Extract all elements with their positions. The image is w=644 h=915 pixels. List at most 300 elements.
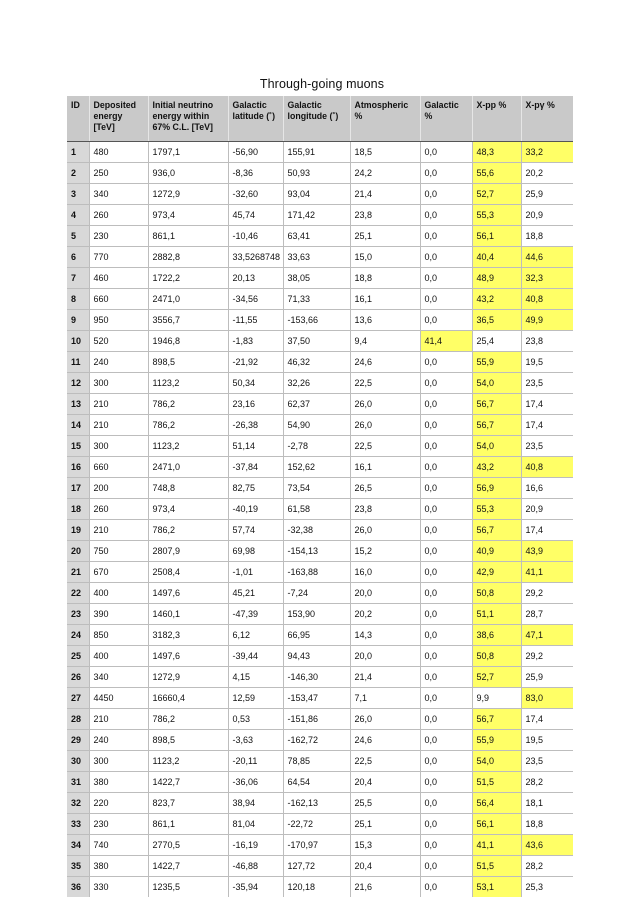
- table-row: [67, 835, 573, 856]
- cell-initial-neutrino-energy: 2508,4: [148, 562, 228, 583]
- cell-id: 17: [67, 478, 89, 499]
- cell-galactic-longitude: 64,54: [283, 772, 350, 793]
- table-row: [67, 520, 573, 541]
- cell-galactic: 0,0: [420, 646, 472, 667]
- cell-galactic: 0,0: [420, 604, 472, 625]
- cell-atmospheric: 24,2: [350, 163, 420, 184]
- cell-galactic: 0,0: [420, 772, 472, 793]
- cell-initial-neutrino-energy: 1497,6: [148, 646, 228, 667]
- cell-x-pgamma: 19,5: [521, 730, 573, 751]
- cell-id: 2: [67, 163, 89, 184]
- cell-galactic: 0,0: [420, 688, 472, 709]
- cell-initial-neutrino-energy: 1123,2: [148, 373, 228, 394]
- cell-x-pgamma: 25,3: [521, 877, 573, 898]
- table-row: [67, 625, 573, 646]
- cell-deposited-energy: 770: [89, 247, 148, 268]
- cell-galactic-latitude: -35,94: [228, 877, 283, 898]
- cell-galactic-longitude: 37,50: [283, 331, 350, 352]
- cell-x-pgamma: 18,8: [521, 814, 573, 835]
- cell-galactic-longitude: 62,37: [283, 394, 350, 415]
- cell-atmospheric: 15,2: [350, 541, 420, 562]
- cell-atmospheric: 26,5: [350, 478, 420, 499]
- cell-galactic-longitude: 63,41: [283, 226, 350, 247]
- cell-initial-neutrino-energy: 1460,1: [148, 604, 228, 625]
- cell-initial-neutrino-energy: 1422,7: [148, 856, 228, 877]
- cell-x-pgamma: 19,5: [521, 352, 573, 373]
- cell-initial-neutrino-energy: 973,4: [148, 205, 228, 226]
- cell-galactic: 0,0: [420, 163, 472, 184]
- cell-x-pgamma: 17,4: [521, 520, 573, 541]
- cell-id: 9: [67, 310, 89, 331]
- cell-x-pgamma: 25,9: [521, 667, 573, 688]
- cell-initial-neutrino-energy: 898,5: [148, 730, 228, 751]
- cell-id: 13: [67, 394, 89, 415]
- cell-deposited-energy: 260: [89, 205, 148, 226]
- col-header-x-pp: X-pp %: [472, 96, 521, 142]
- cell-galactic-latitude: -11,55: [228, 310, 283, 331]
- table-row: [67, 436, 573, 457]
- cell-galactic-longitude: 38,05: [283, 268, 350, 289]
- cell-x-pp: 55,9: [472, 352, 521, 373]
- cell-id: 8: [67, 289, 89, 310]
- cell-id: 27: [67, 688, 89, 709]
- cell-deposited-energy: 660: [89, 289, 148, 310]
- cell-galactic-latitude: 0,53: [228, 709, 283, 730]
- cell-galactic-longitude: -163,88: [283, 562, 350, 583]
- cell-galactic: 0,0: [420, 751, 472, 772]
- cell-galactic-longitude: -153,66: [283, 310, 350, 331]
- cell-x-pgamma: 20,2: [521, 163, 573, 184]
- cell-id: 31: [67, 772, 89, 793]
- cell-x-pp: 38,6: [472, 625, 521, 646]
- cell-atmospheric: 20,4: [350, 772, 420, 793]
- cell-galactic-latitude: 12,59: [228, 688, 283, 709]
- cell-initial-neutrino-energy: 861,1: [148, 814, 228, 835]
- cell-x-pgamma: 40,8: [521, 457, 573, 478]
- cell-deposited-energy: 300: [89, 436, 148, 457]
- cell-x-pp: 50,8: [472, 583, 521, 604]
- cell-deposited-energy: 340: [89, 184, 148, 205]
- cell-galactic-latitude: 6,12: [228, 625, 283, 646]
- cell-id: 15: [67, 436, 89, 457]
- cell-galactic-latitude: -36,06: [228, 772, 283, 793]
- cell-initial-neutrino-energy: 1797,1: [148, 142, 228, 163]
- cell-galactic: 0,0: [420, 310, 472, 331]
- cell-initial-neutrino-energy: 2807,9: [148, 541, 228, 562]
- cell-id: 24: [67, 625, 89, 646]
- table-row: [67, 688, 573, 709]
- cell-atmospheric: 25,1: [350, 814, 420, 835]
- cell-atmospheric: 20,0: [350, 583, 420, 604]
- cell-galactic-longitude: 54,90: [283, 415, 350, 436]
- cell-deposited-energy: 210: [89, 394, 148, 415]
- table-row: [67, 646, 573, 667]
- cell-x-pgamma: 29,2: [521, 646, 573, 667]
- cell-galactic: 0,0: [420, 541, 472, 562]
- cell-galactic-longitude: 33,63: [283, 247, 350, 268]
- cell-galactic-latitude: 51,14: [228, 436, 283, 457]
- cell-galactic: 0,0: [420, 835, 472, 856]
- cell-x-pp: 41,1: [472, 835, 521, 856]
- table-row: [67, 730, 573, 751]
- cell-id: 16: [67, 457, 89, 478]
- cell-x-pp: 55,3: [472, 499, 521, 520]
- cell-id: 28: [67, 709, 89, 730]
- cell-x-pp: 40,4: [472, 247, 521, 268]
- cell-x-pp: 55,3: [472, 205, 521, 226]
- cell-deposited-energy: 230: [89, 226, 148, 247]
- table-row: [67, 877, 573, 898]
- cell-galactic-longitude: 50,93: [283, 163, 350, 184]
- cell-id: 36: [67, 877, 89, 898]
- table-row: [67, 499, 573, 520]
- cell-galactic-longitude: 78,85: [283, 751, 350, 772]
- cell-galactic-latitude: 23,16: [228, 394, 283, 415]
- cell-id: 20: [67, 541, 89, 562]
- cell-x-pgamma: 49,9: [521, 310, 573, 331]
- cell-galactic: 0,0: [420, 583, 472, 604]
- cell-deposited-energy: 480: [89, 142, 148, 163]
- cell-x-pgamma: 41,1: [521, 562, 573, 583]
- cell-galactic-longitude: 152,62: [283, 457, 350, 478]
- table-row: [67, 184, 573, 205]
- cell-galactic: 0,0: [420, 373, 472, 394]
- cell-x-pgamma: 16,6: [521, 478, 573, 499]
- cell-x-pp: 55,9: [472, 730, 521, 751]
- cell-deposited-energy: 390: [89, 604, 148, 625]
- cell-deposited-energy: 210: [89, 520, 148, 541]
- cell-id: 32: [67, 793, 89, 814]
- table-body: [67, 142, 573, 898]
- cell-initial-neutrino-energy: 786,2: [148, 709, 228, 730]
- cell-deposited-energy: 260: [89, 499, 148, 520]
- table-row: [67, 268, 573, 289]
- cell-galactic-latitude: 33,5268748: [228, 247, 283, 268]
- cell-x-pp: 56,1: [472, 814, 521, 835]
- cell-id: 6: [67, 247, 89, 268]
- cell-galactic: 0,0: [420, 562, 472, 583]
- table-row: [67, 793, 573, 814]
- cell-galactic-longitude: -151,86: [283, 709, 350, 730]
- cell-atmospheric: 24,6: [350, 352, 420, 373]
- cell-galactic-longitude: 120,18: [283, 877, 350, 898]
- table-row: [67, 562, 573, 583]
- cell-x-pgamma: 23,5: [521, 373, 573, 394]
- cell-initial-neutrino-energy: 2471,0: [148, 289, 228, 310]
- cell-x-pp: 40,9: [472, 541, 521, 562]
- cell-atmospheric: 20,4: [350, 856, 420, 877]
- cell-galactic-latitude: -56,90: [228, 142, 283, 163]
- cell-galactic-longitude: 61,58: [283, 499, 350, 520]
- muon-table: [67, 96, 573, 897]
- cell-initial-neutrino-energy: 2770,5: [148, 835, 228, 856]
- table-row: [67, 394, 573, 415]
- cell-atmospheric: 18,8: [350, 268, 420, 289]
- cell-galactic-latitude: -32,60: [228, 184, 283, 205]
- cell-x-pp: 52,7: [472, 184, 521, 205]
- cell-galactic-latitude: -1,01: [228, 562, 283, 583]
- cell-galactic: 0,0: [420, 394, 472, 415]
- cell-deposited-energy: 230: [89, 814, 148, 835]
- cell-galactic-longitude: -162,13: [283, 793, 350, 814]
- cell-atmospheric: 14,3: [350, 625, 420, 646]
- cell-galactic: 0,0: [420, 415, 472, 436]
- cell-galactic-latitude: -26,38: [228, 415, 283, 436]
- cell-deposited-energy: 660: [89, 457, 148, 478]
- cell-deposited-energy: 240: [89, 352, 148, 373]
- cell-x-pp: 56,9: [472, 478, 521, 499]
- table-row: [67, 478, 573, 499]
- table-row: [67, 226, 573, 247]
- cell-galactic: 0,0: [420, 457, 472, 478]
- cell-galactic-latitude: -47,39: [228, 604, 283, 625]
- cell-galactic-latitude: 50,34: [228, 373, 283, 394]
- cell-x-pp: 36,5: [472, 310, 521, 331]
- cell-x-pgamma: 33,2: [521, 142, 573, 163]
- cell-deposited-energy: 750: [89, 541, 148, 562]
- cell-galactic-latitude: -34,56: [228, 289, 283, 310]
- cell-galactic-latitude: -21,92: [228, 352, 283, 373]
- table-row: [67, 415, 573, 436]
- cell-id: 23: [67, 604, 89, 625]
- cell-atmospheric: 23,8: [350, 499, 420, 520]
- cell-id: 14: [67, 415, 89, 436]
- cell-deposited-energy: 380: [89, 856, 148, 877]
- cell-atmospheric: 22,5: [350, 436, 420, 457]
- cell-atmospheric: 21,6: [350, 877, 420, 898]
- cell-x-pgamma: 32,3: [521, 268, 573, 289]
- cell-deposited-energy: 950: [89, 310, 148, 331]
- cell-galactic-latitude: -8,36: [228, 163, 283, 184]
- cell-x-pp: 56,7: [472, 415, 521, 436]
- cell-initial-neutrino-energy: 861,1: [148, 226, 228, 247]
- cell-id: 33: [67, 814, 89, 835]
- cell-galactic-latitude: -3,63: [228, 730, 283, 751]
- cell-galactic-longitude: -162,72: [283, 730, 350, 751]
- cell-x-pp: 54,0: [472, 373, 521, 394]
- cell-deposited-energy: 240: [89, 730, 148, 751]
- cell-x-pp: 52,7: [472, 667, 521, 688]
- cell-galactic-longitude: -22,72: [283, 814, 350, 835]
- cell-galactic: 0,0: [420, 730, 472, 751]
- cell-x-pgamma: 18,8: [521, 226, 573, 247]
- cell-id: 4: [67, 205, 89, 226]
- cell-x-pgamma: 28,2: [521, 772, 573, 793]
- cell-x-pgamma: 43,6: [521, 835, 573, 856]
- table-row: [67, 310, 573, 331]
- cell-galactic-longitude: 71,33: [283, 289, 350, 310]
- cell-deposited-energy: 210: [89, 415, 148, 436]
- cell-x-pgamma: 17,4: [521, 394, 573, 415]
- cell-deposited-energy: 380: [89, 772, 148, 793]
- cell-galactic-latitude: -46,88: [228, 856, 283, 877]
- cell-initial-neutrino-energy: 898,5: [148, 352, 228, 373]
- cell-galactic-latitude: 81,04: [228, 814, 283, 835]
- cell-initial-neutrino-energy: 748,8: [148, 478, 228, 499]
- cell-galactic: 0,0: [420, 856, 472, 877]
- cell-x-pp: 54,0: [472, 436, 521, 457]
- cell-atmospheric: 22,5: [350, 751, 420, 772]
- cell-id: 11: [67, 352, 89, 373]
- table-row: [67, 352, 573, 373]
- cell-id: 12: [67, 373, 89, 394]
- cell-galactic: 0,0: [420, 478, 472, 499]
- cell-atmospheric: 23,8: [350, 205, 420, 226]
- cell-x-pp: 56,7: [472, 520, 521, 541]
- cell-x-pp: 48,3: [472, 142, 521, 163]
- cell-atmospheric: 20,0: [350, 646, 420, 667]
- cell-x-pgamma: 83,0: [521, 688, 573, 709]
- cell-galactic: 0,0: [420, 226, 472, 247]
- cell-deposited-energy: 850: [89, 625, 148, 646]
- table-row: [67, 289, 573, 310]
- cell-initial-neutrino-energy: 1946,8: [148, 331, 228, 352]
- cell-galactic-longitude: 32,26: [283, 373, 350, 394]
- table-row: [67, 142, 573, 163]
- table-row: [67, 247, 573, 268]
- cell-galactic-latitude: 82,75: [228, 478, 283, 499]
- cell-atmospheric: 16,1: [350, 289, 420, 310]
- cell-id: 10: [67, 331, 89, 352]
- cell-atmospheric: 21,4: [350, 667, 420, 688]
- cell-deposited-energy: 330: [89, 877, 148, 898]
- col-header-deposited-energy: Deposited energy [TeV]: [89, 96, 148, 142]
- cell-initial-neutrino-energy: 2882,8: [148, 247, 228, 268]
- cell-galactic: 0,0: [420, 142, 472, 163]
- cell-x-pp: 55,6: [472, 163, 521, 184]
- cell-galactic-latitude: -10,46: [228, 226, 283, 247]
- cell-galactic: 0,0: [420, 877, 472, 898]
- cell-x-pgamma: 43,9: [521, 541, 573, 562]
- cell-x-pgamma: 47,1: [521, 625, 573, 646]
- cell-x-pp: 53,1: [472, 877, 521, 898]
- col-header-initial-neutrino-energy: Initial neutrino energy within 67% C.L. [TeV]: [148, 96, 228, 142]
- table-row: [67, 331, 573, 352]
- table-row: [67, 751, 573, 772]
- col-header-galactic: Galactic %: [420, 96, 472, 142]
- cell-initial-neutrino-energy: 973,4: [148, 499, 228, 520]
- table-row: [67, 457, 573, 478]
- col-header-x-pgamma: X-pγ %: [521, 96, 573, 142]
- cell-x-pgamma: 40,8: [521, 289, 573, 310]
- cell-atmospheric: 7,1: [350, 688, 420, 709]
- cell-galactic-latitude: -20,11: [228, 751, 283, 772]
- cell-id: 34: [67, 835, 89, 856]
- col-header-id: ID: [67, 96, 89, 142]
- cell-galactic-latitude: 69,98: [228, 541, 283, 562]
- cell-galactic: 0,0: [420, 499, 472, 520]
- cell-id: 7: [67, 268, 89, 289]
- cell-initial-neutrino-energy: 786,2: [148, 394, 228, 415]
- cell-id: 5: [67, 226, 89, 247]
- cell-initial-neutrino-energy: 823,7: [148, 793, 228, 814]
- cell-atmospheric: 25,1: [350, 226, 420, 247]
- cell-galactic-latitude: 57,74: [228, 520, 283, 541]
- cell-x-pgamma: 20,9: [521, 205, 573, 226]
- cell-deposited-energy: 300: [89, 751, 148, 772]
- cell-galactic-longitude: 171,42: [283, 205, 350, 226]
- cell-initial-neutrino-energy: 16660,4: [148, 688, 228, 709]
- cell-galactic-latitude: 4,15: [228, 667, 283, 688]
- cell-deposited-energy: 250: [89, 163, 148, 184]
- cell-galactic-latitude: -37,84: [228, 457, 283, 478]
- cell-x-pp: 54,0: [472, 751, 521, 772]
- cell-x-pgamma: 28,2: [521, 856, 573, 877]
- cell-galactic-longitude: 94,43: [283, 646, 350, 667]
- cell-galactic: 0,0: [420, 268, 472, 289]
- cell-galactic: 0,0: [420, 793, 472, 814]
- header-row: [67, 96, 573, 142]
- cell-galactic-longitude: 153,90: [283, 604, 350, 625]
- cell-galactic-longitude: 93,04: [283, 184, 350, 205]
- cell-galactic: 0,0: [420, 625, 472, 646]
- cell-galactic-latitude: 45,21: [228, 583, 283, 604]
- cell-deposited-energy: 340: [89, 667, 148, 688]
- cell-deposited-energy: 300: [89, 373, 148, 394]
- cell-galactic-latitude: -40,19: [228, 499, 283, 520]
- cell-galactic-latitude: -16,19: [228, 835, 283, 856]
- cell-id: 1: [67, 142, 89, 163]
- cell-galactic-latitude: -39,44: [228, 646, 283, 667]
- cell-atmospheric: 21,4: [350, 184, 420, 205]
- cell-id: 22: [67, 583, 89, 604]
- cell-id: 29: [67, 730, 89, 751]
- cell-x-pp: 56,7: [472, 709, 521, 730]
- cell-atmospheric: 26,0: [350, 520, 420, 541]
- cell-initial-neutrino-energy: 1272,9: [148, 184, 228, 205]
- cell-atmospheric: 26,0: [350, 415, 420, 436]
- cell-galactic-longitude: 66,95: [283, 625, 350, 646]
- cell-atmospheric: 9,4: [350, 331, 420, 352]
- cell-x-pp: 56,7: [472, 394, 521, 415]
- cell-galactic: 41,4: [420, 331, 472, 352]
- cell-atmospheric: 18,5: [350, 142, 420, 163]
- cell-atmospheric: 13,6: [350, 310, 420, 331]
- cell-deposited-energy: 220: [89, 793, 148, 814]
- table-row: [67, 541, 573, 562]
- cell-galactic-longitude: -146,30: [283, 667, 350, 688]
- col-header-galactic-longitude: Galactic longitude (˚): [283, 96, 350, 142]
- cell-x-pp: 43,2: [472, 289, 521, 310]
- cell-initial-neutrino-energy: 1722,2: [148, 268, 228, 289]
- cell-atmospheric: 24,6: [350, 730, 420, 751]
- cell-galactic: 0,0: [420, 184, 472, 205]
- col-header-galactic-latitude: Galactic latitude (˚): [228, 96, 283, 142]
- table-row: [67, 856, 573, 877]
- cell-atmospheric: 15,3: [350, 835, 420, 856]
- cell-deposited-energy: 460: [89, 268, 148, 289]
- cell-x-pp: 42,9: [472, 562, 521, 583]
- cell-id: 35: [67, 856, 89, 877]
- cell-x-pp: 48,9: [472, 268, 521, 289]
- cell-id: 19: [67, 520, 89, 541]
- cell-x-pgamma: 17,4: [521, 415, 573, 436]
- cell-galactic: 0,0: [420, 520, 472, 541]
- cell-galactic-latitude: 38,94: [228, 793, 283, 814]
- cell-initial-neutrino-energy: 786,2: [148, 520, 228, 541]
- cell-atmospheric: 26,0: [350, 394, 420, 415]
- table-row: [67, 205, 573, 226]
- cell-galactic-longitude: -2,78: [283, 436, 350, 457]
- cell-atmospheric: 22,5: [350, 373, 420, 394]
- cell-deposited-energy: 400: [89, 583, 148, 604]
- cell-initial-neutrino-energy: 1123,2: [148, 751, 228, 772]
- cell-galactic: 0,0: [420, 814, 472, 835]
- table-row: [67, 583, 573, 604]
- cell-galactic: 0,0: [420, 709, 472, 730]
- cell-id: 3: [67, 184, 89, 205]
- col-header-atmospheric: Atmospheric %: [350, 96, 420, 142]
